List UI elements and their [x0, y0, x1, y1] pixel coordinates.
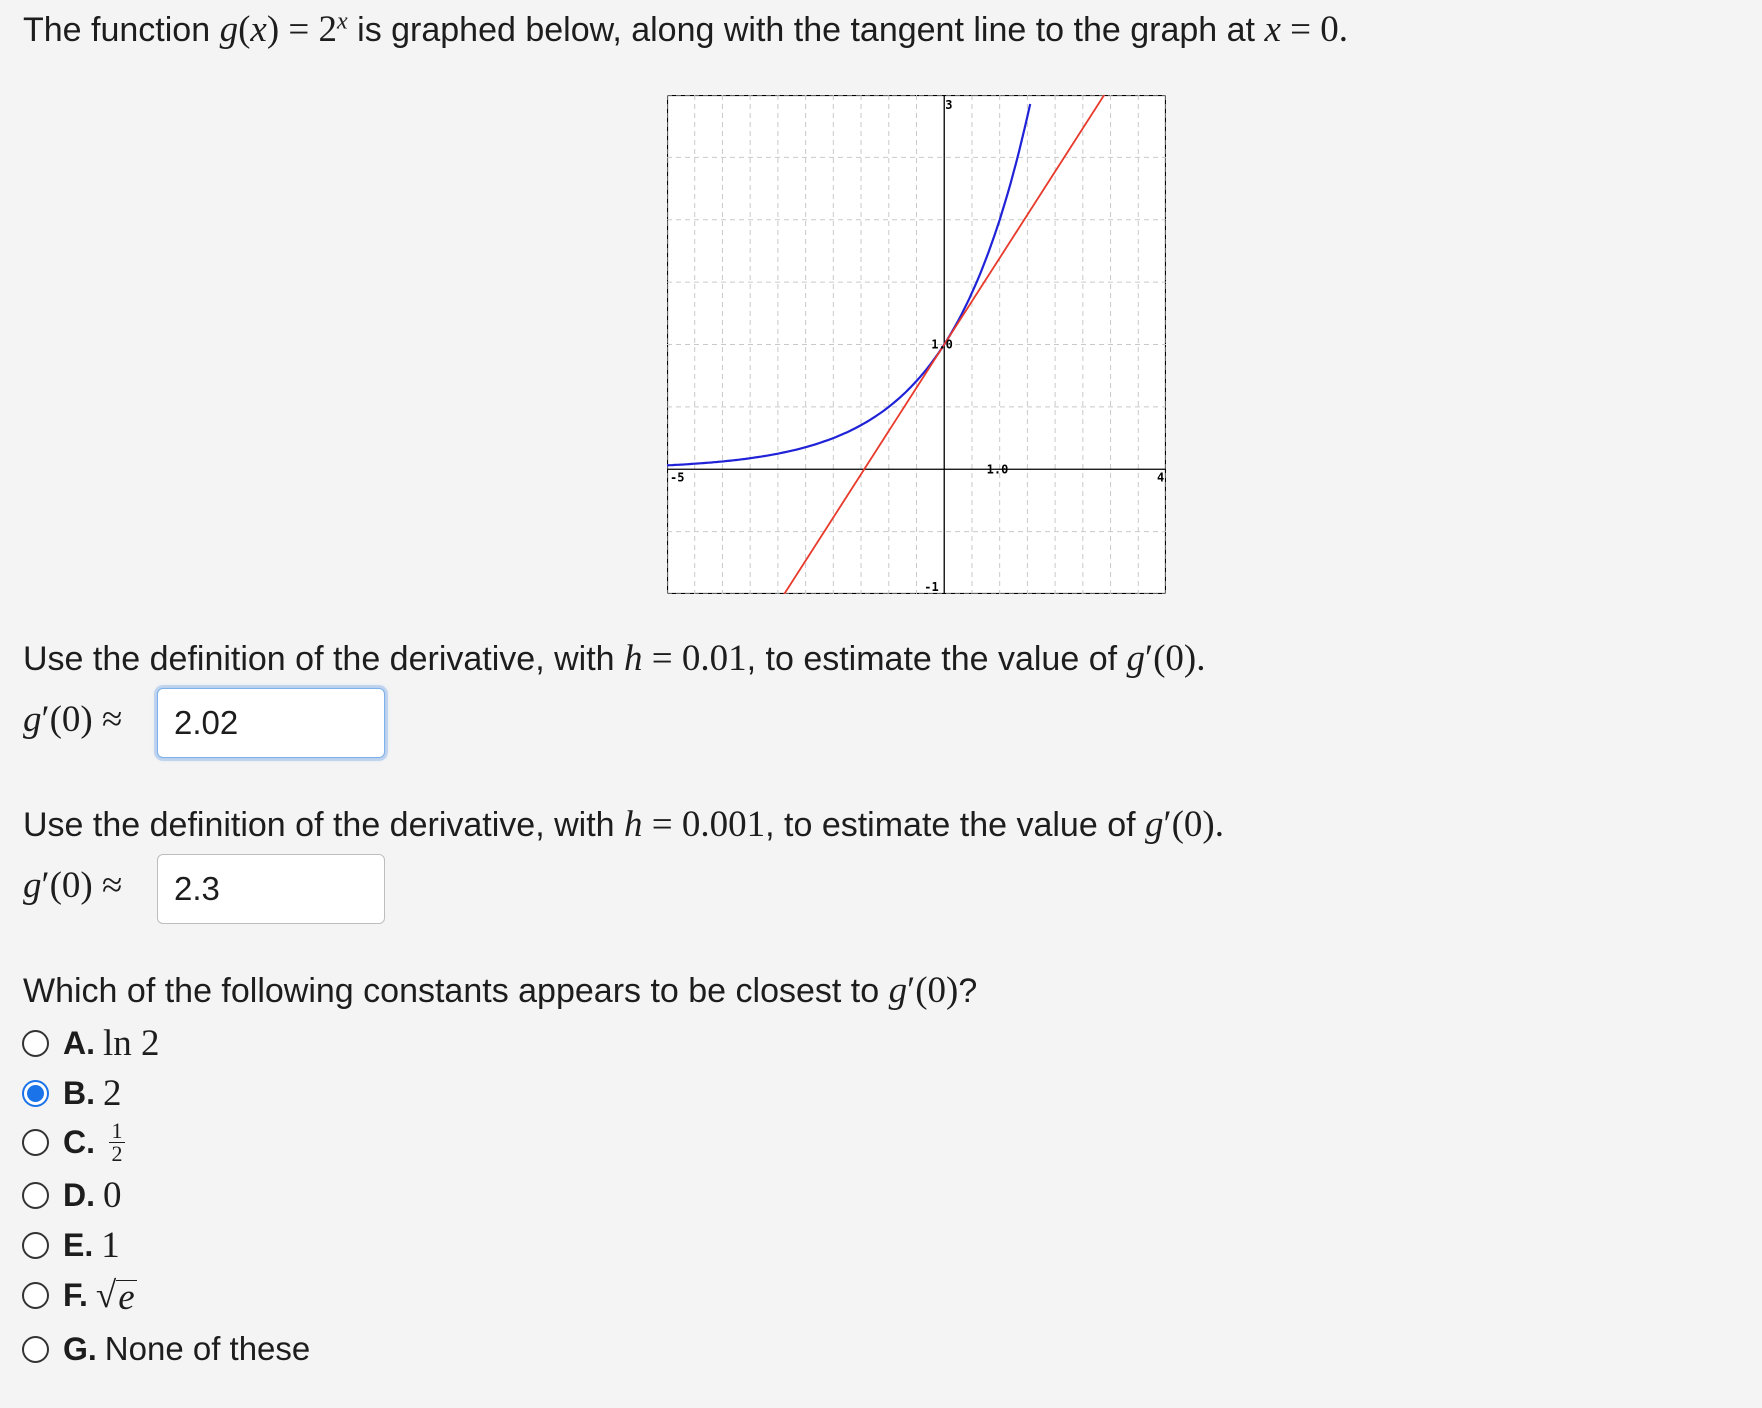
choice-f-sqrt: √ e: [95, 1274, 135, 1318]
choice-g-value: None of these: [104, 1330, 311, 1367]
q1-hval: = 0.01: [642, 638, 747, 679]
label-y-one: 1.0: [931, 337, 953, 352]
q2-h: h: [624, 804, 643, 845]
intro-text: The function $g(x) = 2^x$ is graphed below, along with the tangent line to the graph at x = 0.: [23, 8, 1349, 50]
choice-g[interactable]: [22, 1327, 310, 1371]
q1a-prime: ′: [41, 699, 50, 740]
q1-text2: , to estimate the value of: [746, 640, 1127, 678]
q3-prime: ′: [907, 970, 916, 1011]
choice-e[interactable]: [22, 1223, 120, 1267]
question-3-text: [23, 969, 977, 1012]
choice-c-fraction: [109, 1117, 125, 1166]
radio-f[interactable]: [22, 1282, 49, 1309]
choice-d-letter: D.: [63, 1176, 95, 1213]
q1-g: g: [1126, 638, 1146, 679]
choice-b-value: 2: [103, 1072, 122, 1114]
question-1-text: [23, 637, 1206, 680]
q1-h: h: [624, 638, 643, 679]
intro-before: The function: [23, 11, 220, 49]
q2-text2: , to estimate the value of: [765, 806, 1146, 844]
q2-hval: = 0.001: [642, 804, 766, 845]
q2-end: .: [1214, 804, 1225, 845]
intro-xvar: x: [1264, 9, 1281, 50]
intro-func: g: [219, 9, 239, 50]
q2-prime: ′: [1163, 804, 1172, 845]
intro-eq0: = 0.: [1280, 9, 1349, 50]
choice-f[interactable]: [22, 1273, 137, 1317]
radio-e[interactable]: [22, 1232, 49, 1259]
choice-a-value: ln 2: [103, 1022, 160, 1064]
q2a-g: g: [23, 865, 42, 906]
choice-c-denominator: 2: [111, 1140, 123, 1166]
q2-arg: (0): [1171, 804, 1215, 845]
choice-c-letter: C.: [63, 1123, 95, 1160]
label-ymin: -1: [924, 580, 939, 594]
graph-svg: [667, 95, 1166, 594]
q2-text: Use the definition of the derivative, with: [23, 806, 624, 844]
choice-a-letter: A.: [63, 1024, 95, 1061]
radio-g[interactable]: [22, 1336, 49, 1363]
function-graph: [667, 95, 1166, 594]
q2-answer-label: [23, 864, 122, 907]
q1-prime: ′: [1145, 638, 1154, 679]
choice-f-radicand: e: [118, 1276, 135, 1318]
radio-d[interactable]: [22, 1182, 49, 1209]
q1-answer-label: [23, 698, 122, 741]
label-x-one: 1.0: [986, 462, 1009, 477]
choice-f-letter: F.: [63, 1276, 88, 1313]
q2-g: g: [1145, 804, 1164, 845]
radio-a[interactable]: [22, 1030, 49, 1057]
choice-e-value: 1: [101, 1224, 120, 1266]
label-xmin: -5: [670, 470, 685, 485]
q1a-approx: ≈: [92, 699, 123, 740]
choice-c[interactable]: [22, 1117, 125, 1166]
intro-var: x: [250, 9, 267, 50]
intro-equals: = 2: [279, 9, 338, 50]
q1a-arg: (0): [49, 699, 93, 740]
q3-arg: (0): [915, 970, 959, 1011]
question-2-text: [23, 803, 1224, 846]
radio-b[interactable]: [22, 1080, 49, 1107]
q3-g: g: [888, 970, 908, 1011]
label-xmax: 4: [1157, 470, 1165, 485]
intro-middle: is graphed below, along with the tangent line to the graph at: [347, 11, 1265, 49]
choice-d[interactable]: [22, 1173, 122, 1217]
q1a-g: g: [23, 699, 42, 740]
q3-text: Which of the following constants appears to be closest to: [23, 972, 889, 1010]
q1-end: .: [1196, 638, 1206, 679]
q2a-approx: ≈: [92, 865, 123, 906]
intro-exponent: x: [337, 8, 348, 35]
q2a-arg: (0): [49, 865, 93, 906]
choice-a[interactable]: [22, 1021, 160, 1065]
q1-arg: (0): [1153, 638, 1197, 679]
choice-c-numerator: 1: [111, 1117, 123, 1143]
choice-b[interactable]: [22, 1071, 122, 1115]
radio-c[interactable]: [22, 1129, 49, 1156]
answer-input-1[interactable]: [157, 688, 385, 758]
choice-e-letter: E.: [63, 1226, 94, 1263]
q2a-prime: ′: [41, 865, 50, 906]
label-ymax: 3: [945, 98, 953, 112]
answer-input-2[interactable]: [157, 854, 385, 924]
q1-text: Use the definition of the derivative, with: [23, 640, 624, 678]
choice-g-letter: G.: [63, 1330, 97, 1367]
q3-end: ?: [958, 972, 978, 1010]
choice-b-letter: B.: [63, 1074, 95, 1111]
choice-d-value: 0: [103, 1174, 122, 1216]
